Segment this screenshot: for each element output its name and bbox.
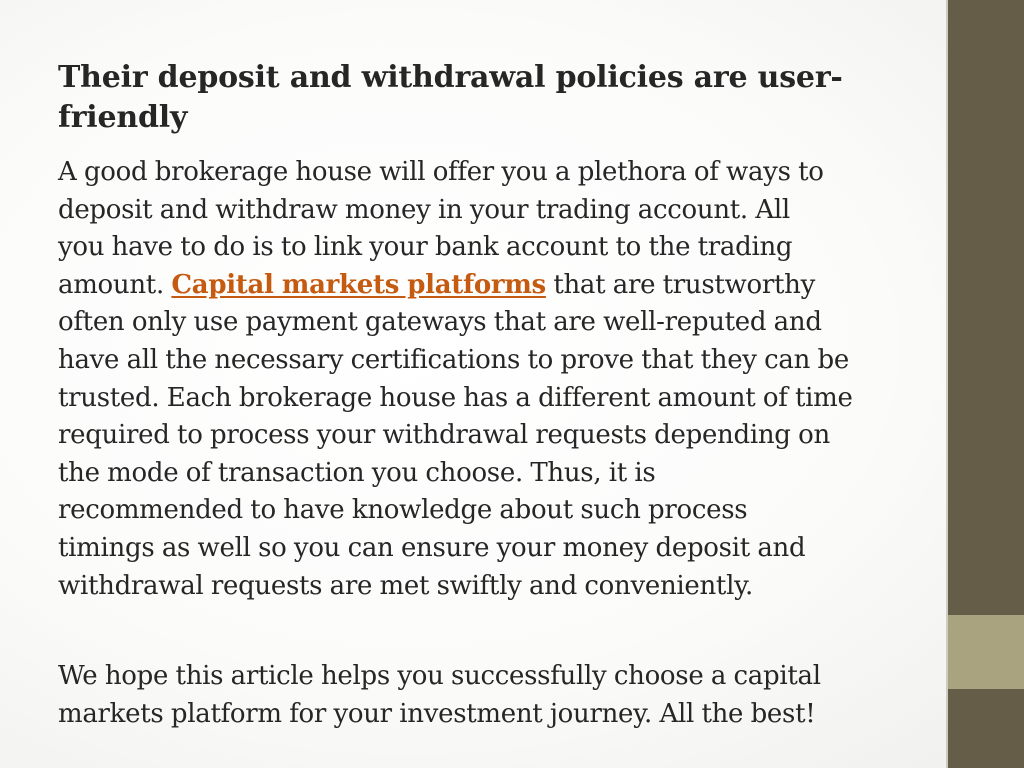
paragraph-line: timings as well so you can ensure your money deposit and (58, 532, 806, 563)
closing-line-2: markets platform for your investment journey. All the best! (58, 699, 816, 729)
paragraph-line: have all the necessary certifications to prove that they can be (58, 344, 849, 375)
decorative-sidebar-accent-block (948, 615, 1024, 689)
body-paragraph (58, 154, 908, 605)
paragraph-line-with-link (58, 267, 908, 305)
capital-markets-platforms-link[interactable]: Capital markets platforms (171, 269, 546, 300)
slide-heading (58, 58, 858, 138)
paragraph-text-after-link: that are trustworthy (545, 269, 815, 300)
closing-paragraph (58, 657, 908, 733)
paragraph-line: you have to do is to link your bank account to the trading (58, 232, 793, 263)
paragraph-line: trusted. Each brokerage house has a different amount of time (58, 382, 853, 413)
heading-line-2: friendly (58, 100, 188, 135)
paragraph-text-before-link: amount. (58, 269, 172, 300)
paragraph-line: A good brokerage house will offer you a plethora of ways to (58, 157, 824, 187)
paragraph-line: often only use payment gateways that are well-reputed and (58, 307, 822, 338)
paragraph-line: deposit and withdraw money in your trading account. All (58, 194, 790, 225)
paragraph-line: required to process your withdrawal requests depending on (58, 420, 830, 451)
paragraph-line: the mode of transaction you choose. Thus, it is (58, 457, 656, 488)
paragraph-line: recommended to have knowledge about such process (58, 495, 748, 526)
closing-line-1: We hope this article helps you successfully choose a capital (58, 661, 821, 691)
paragraph-line: withdrawal requests are met swiftly and conveniently. (58, 570, 753, 601)
heading-line-1: Their deposit and withdrawal policies are user- (58, 60, 843, 95)
